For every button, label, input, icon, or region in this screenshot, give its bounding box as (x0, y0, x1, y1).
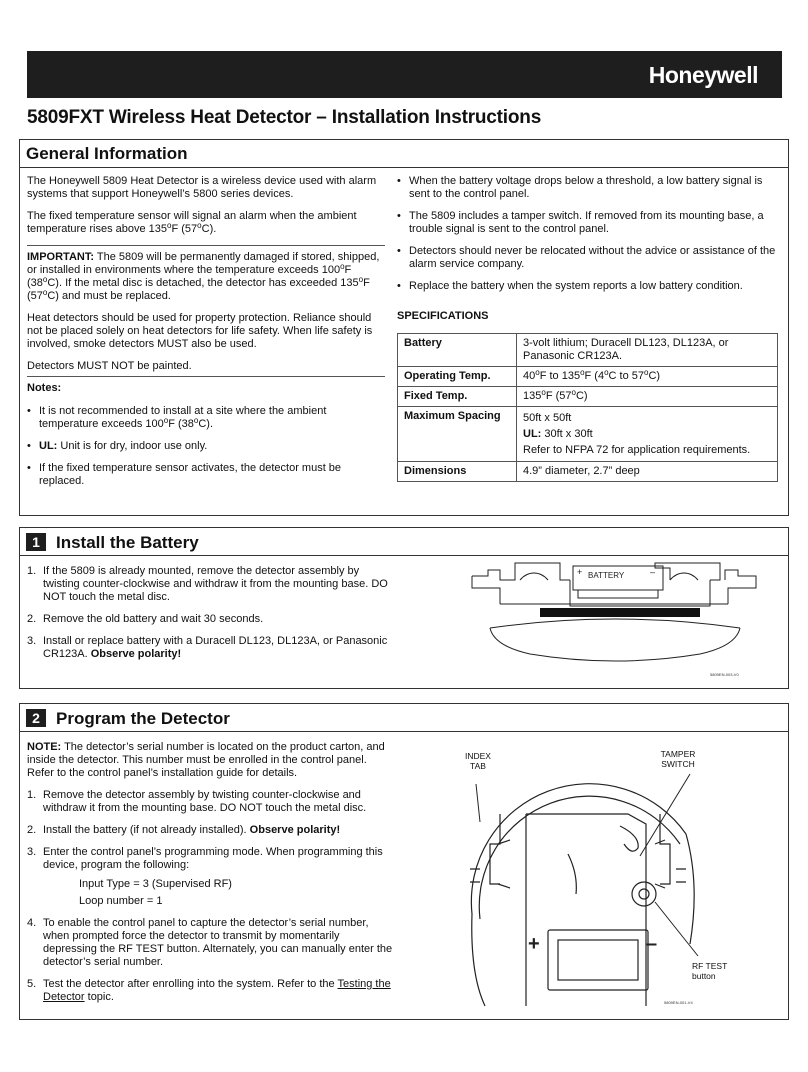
bullet-item: • When the battery voltage drops below a threshold, a low battery signal is sent to the control panel. (397, 175, 781, 201)
detector-program-diagram (450, 744, 710, 1014)
program-steps (27, 741, 395, 1013)
bullet-item: • Replace the battery when the system reports a low battery condition. (397, 280, 781, 293)
list-item: 3. Enter the control panel’s programming mode. When programming this device, program the following: Input Type = 3 (Supervised RF) Loop number = 1 (27, 846, 395, 908)
section-heading: General Information (26, 144, 188, 163)
section-heading: 2 Program the Detector (26, 709, 230, 729)
section-divider (20, 167, 788, 168)
general-right-column (397, 175, 781, 482)
specifications-table (397, 333, 778, 482)
input-type-setting: Input Type = 3 (Supervised RF) (79, 878, 232, 890)
intro-paragraph: The Honeywell 5809 Heat Detector is a wireless device used with alarm systems that support Honeywell’s 5800 series devices. (27, 175, 377, 200)
brand-logo: Honeywell (648, 62, 758, 88)
polarity-plus: + (528, 933, 540, 955)
notes-label: Notes: (27, 382, 62, 394)
list-item: 2. Remove the old battery and wait 30 seconds. (27, 613, 264, 625)
table-row (398, 407, 778, 462)
alarm-paragraph: The fixed temperature sensor will signal an alarm when the ambient temperature rises above 135$^o$F (57$^o$C). (27, 210, 357, 235)
note-paragraph: NOTE: The detector’s serial number is located on the product carton, and inside the detector. This number must be enrolled in the control panel. Refer to the control panel’s installation guide for details. (27, 741, 385, 779)
polarity-minus: – (646, 933, 658, 955)
table-row (398, 387, 778, 407)
testing-link[interactable]: Testing the Detector (43, 978, 391, 1003)
note-item: • If the fixed temperature sensor activates, the detector must be replaced. (27, 462, 385, 488)
list-item: 5. Test the detector after enrolling into the system. Refer to the Testing the Detector topic. (27, 978, 391, 1003)
loop-number-setting: Loop number = 1 (79, 895, 163, 907)
section-divider (20, 555, 788, 556)
spec-value: 135$^o$F (57$^o$C) (517, 387, 778, 407)
page-title: 5809FXT Wireless Heat Detector – Installation Instructions (27, 107, 542, 128)
table-row (398, 462, 778, 482)
list-item: 1. If the 5809 is already mounted, remove the detector assembly by twisting counter-clockwise and withdraw it from the mounting base. DO NOT touch the metal disc. (27, 565, 388, 603)
program-detector-section (19, 703, 789, 1020)
install-steps (27, 565, 397, 670)
battery-minus: – (650, 567, 656, 577)
step-number-badge: 2 (26, 709, 46, 727)
general-left-column (27, 175, 385, 497)
important-paragraph: IMPORTANT: The 5809 will be permanently damaged if stored, shipped, or installed in environments where the temperature exceeds 100$^o$F (38$^o$C). If the metal disc is detached, the detector has exceeded 135$^o$F (57$^o$C) and must be replaced. (27, 251, 380, 302)
install-battery-section (19, 527, 789, 689)
divider (27, 376, 385, 377)
paint-warning: Detectors MUST NOT be painted. (27, 360, 192, 372)
spec-value: 50ft x 50ft UL: 30ft x 30ft Refer to NFPA 72 for application requirements. (517, 407, 778, 462)
spec-value: 40$^o$F to 135$^o$F (4$^o$C to 57$^o$C) (517, 367, 778, 387)
spec-value: 4.9” diameter, 2.7” deep (517, 462, 778, 482)
section-heading: 1 Install the Battery (26, 533, 199, 553)
list-item: 3. Install or replace battery with a Duracell DL123, DL123A, or Panasonic CR123A. Observe polarity! (27, 635, 388, 660)
bullet-item: • Detectors should never be relocated without the advice or assistance of the alarm service company. (397, 245, 781, 271)
spec-value: 3-volt lithium; Duracell DL123, DL123A, or Panasonic CR123A. (517, 334, 778, 367)
battery-plus: + (577, 567, 583, 577)
spec-key: Operating Temp. (398, 367, 517, 387)
figure-code: 5809EN-001-V4 (664, 1000, 693, 1005)
table-row (398, 334, 778, 367)
battery-install-diagram (470, 558, 760, 683)
spec-key: Fixed Temp. (398, 387, 517, 407)
note-item: • UL: Unit is for dry, indoor use only. (27, 440, 385, 453)
general-information-section (19, 139, 789, 516)
list-item: 2. Install the battery (if not already installed). Observe polarity! (27, 824, 341, 836)
table-row (398, 367, 778, 387)
rf-test-label: RF TEST button (692, 961, 728, 981)
list-item: 4. To enable the control panel to capture the detector’s serial number, when prompted force the detector to transmit by momentarily depressing the RF TEST button. Alternately, you can manually enter the detector’s serial number. (27, 917, 393, 968)
specifications-heading: SPECIFICATIONS (397, 310, 489, 322)
bullet-item: • The 5809 includes a tamper switch. If removed from its mounting base, a trouble signal is sent to the control panel. (397, 210, 781, 236)
divider (27, 245, 385, 246)
tamper-switch-label: TAMPER SWITCH (660, 749, 696, 769)
note-item: • It is not recommended to install at a site where the ambient temperature exceeds 100$^o$F (38$^o$C). (27, 405, 385, 431)
property-protection-paragraph: Heat detectors should be used for property protection. Reliance should not be placed solely on heat detectors for life safety. When life safety is involved, smoke detectors MUST also be used. (27, 312, 373, 350)
list-item: 1. Remove the detector assembly by twisting counter-clockwise and withdraw it from the mounting base. DO NOT touch the metal disc. (27, 789, 367, 814)
battery-label: BATTERY (588, 571, 625, 580)
spec-key: Maximum Spacing (398, 407, 517, 462)
step-number-badge: 1 (26, 533, 46, 551)
spec-key: Battery (398, 334, 517, 367)
section-divider (20, 731, 788, 732)
index-tab-label: INDEX TAB (465, 751, 491, 771)
figure-code: 5809EN-003-V0 (710, 672, 739, 677)
spec-key: Dimensions (398, 462, 517, 482)
